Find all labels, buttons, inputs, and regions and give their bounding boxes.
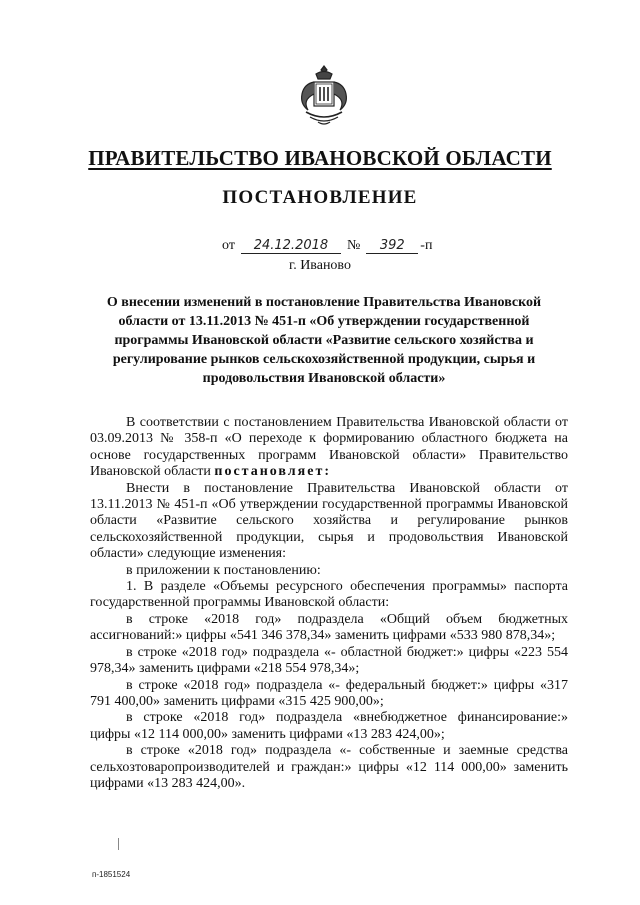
document-body [90,415,568,792]
number-suffix: -п [420,238,433,253]
paragraph: 1. В разделе «Объемы ресурсного обеспечения программы» паспорта государственной программы Ивановской области: [90,579,568,611]
coat-of-arms-icon [296,62,352,132]
paragraph-preamble [90,415,568,481]
resolves-word: постановляет: [214,464,331,480]
footer-code: п-1851524 [92,870,131,879]
number-sign: № [346,238,361,253]
preamble-text: В соответствии с постановлением Правительства Ивановской области от 03.09.2013 № 358-п «О переходе к формированию областного бюджета на основе государственных программ Ивановской области» Правительство Ивановской области [90,415,568,480]
handwritten-date: 24.12.2018 [241,238,341,254]
margin-mark [118,838,119,850]
city: г. Иваново [289,258,351,273]
paragraph: Внести в постановление Правительства Ивановской области от 13.11.2013 № 451-п «Об утверждении государственной программы Ивановской области «Развитие сельского хозяйства и регулирование рынков сельскохозяйственной продукции, сырья и продовольствия Ивановской области» следующие изменения: [90,480,568,562]
paragraph: в строке «2018 год» подраздела «- федеральный бюджет:» цифры «317 791 400,00» заменить цифрами «315 425 900,00»; [90,677,568,709]
date-number-line [222,238,432,254]
document-type: ПОСТАНОВЛЕНИЕ [222,187,418,208]
date-prefix: от [222,238,235,253]
paragraph: в строке «2018 год» подраздела «внебюджетное финансирование:» цифры «12 114 000,00» заменить цифрами «13 283 424,00»; [90,710,568,742]
paragraph: в строке «2018 год» подраздела «Общий объем бюджетных ассигнований:» цифры «541 346 378,34» заменить цифрами «533 980 878,34»; [90,611,568,644]
paragraph: в строке «2018 год» подраздела «- собственные и заемные средства сельхозтоваропроизводителей и граждан:» цифры «12 114 000,00» заменить цифрами «13 283 424,00». [90,743,568,791]
document-heading: О внесении изменений в постановление Правительства Ивановской области от 13.11.2013 № 451-п «Об утверждении государственной программы Ивановской области «Развитие сельского хозяйства и регулирование рынков сельскохозяйственной продукции, сырья и продовольствия Ивановской области» [106,295,542,386]
government-title: ПРАВИТЕЛЬСТВО ИВАНОВСКОЙ ОБЛАСТИ [88,146,552,170]
handwritten-number: 392 [366,238,418,254]
paragraph: в приложении к постановлению: [126,562,321,578]
paragraph: в строке «2018 год» подраздела «- областной бюджет:» цифры «223 554 978,34» заменить цифрами «218 554 978,34»; [90,644,568,677]
